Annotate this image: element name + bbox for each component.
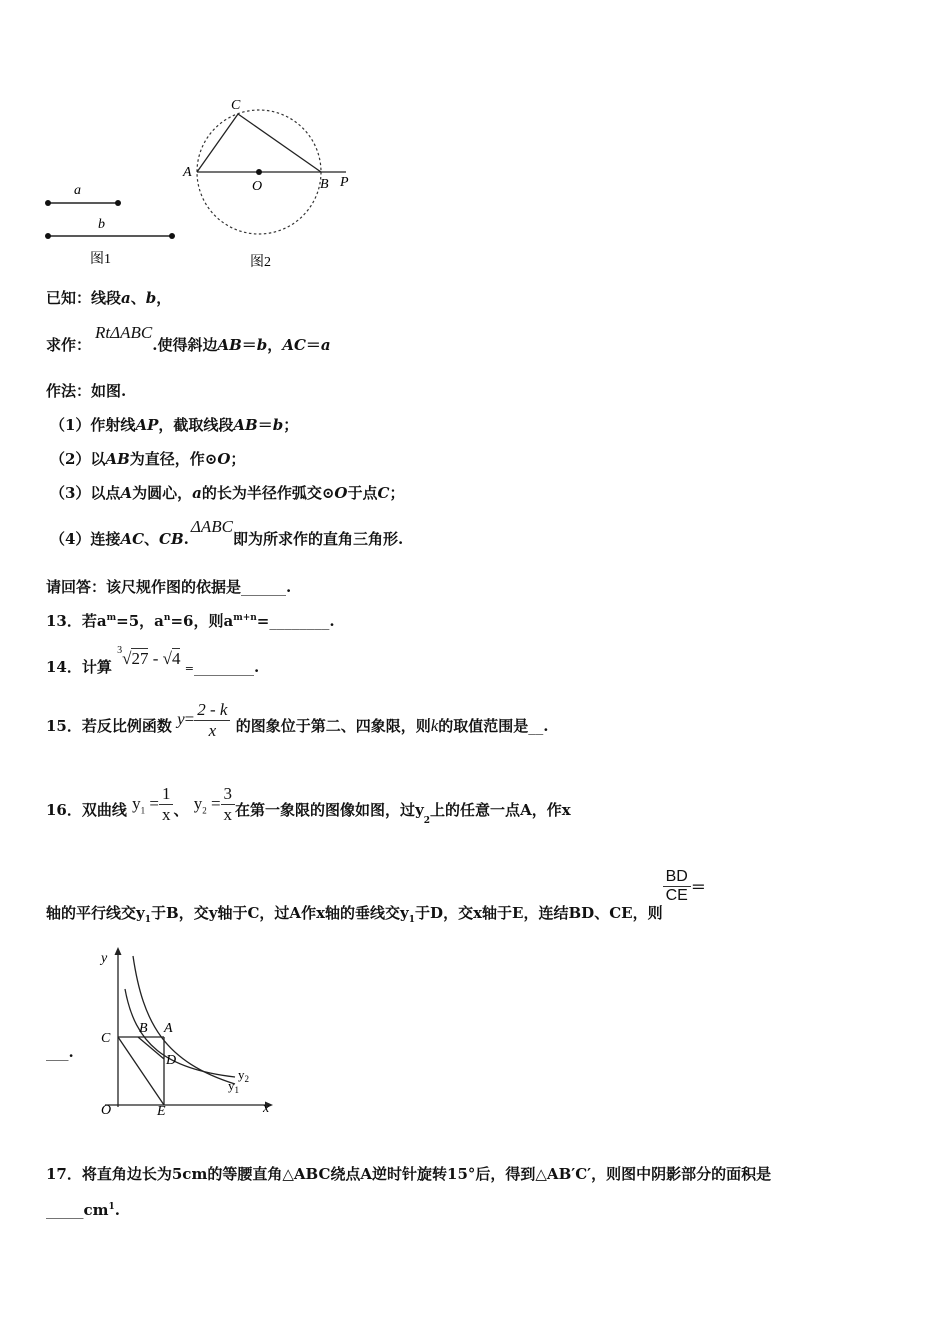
q16c-blank[interactable]: ___	[46, 1043, 69, 1061]
q13-end: .	[329, 612, 335, 630]
q15-text: 的图象位于第二、四象限，则	[235, 716, 431, 735]
step3-a: A	[120, 484, 133, 502]
label-O: O	[101, 1103, 112, 1118]
q16b-eq: ＝	[690, 877, 706, 896]
label-B: B	[320, 177, 329, 192]
q16b-t4: ，过	[259, 903, 290, 922]
step3-end: ；	[389, 484, 405, 502]
q13-t1: =5，	[116, 612, 155, 630]
q13-a2: a	[154, 612, 164, 630]
step4-cb: CB	[159, 530, 184, 548]
q16b-y1: y	[400, 903, 409, 922]
q16-y2: y	[193, 793, 203, 813]
step3-o: O	[334, 484, 348, 502]
construct-eq2: ＝	[305, 336, 321, 354]
q17-text: 17．将直角边长为5cm的等腰直角△ABC绕点A逆时针旋转15°后，得到△AB′C′，则图中阴影部分的面积是	[46, 1165, 772, 1183]
step3-mid: 为圆心，	[132, 484, 193, 502]
step4-sep: 、	[144, 530, 160, 548]
q16b-BD: BD	[568, 903, 595, 922]
step3-c: C	[377, 484, 390, 502]
q16b-t2: ，交	[178, 903, 209, 922]
construct-ac: AC	[282, 336, 306, 354]
q16b-B: B	[166, 903, 179, 922]
q15-num: 15．若反比例函数	[46, 716, 172, 735]
q16-den1: x	[161, 805, 171, 824]
point-b-right	[169, 233, 175, 239]
q17b-line	[46, 1201, 120, 1219]
q16b-E: E	[512, 903, 524, 922]
label-A: A	[183, 165, 192, 180]
q16-y1-sub: 1	[140, 804, 146, 815]
q16-num1: 1	[159, 784, 174, 805]
q16b-x: x	[316, 903, 326, 922]
known-b: b	[145, 289, 157, 307]
figure-1	[40, 175, 190, 270]
q16-fraction1	[159, 784, 174, 825]
q16b-line	[46, 868, 706, 925]
step4-text: （4）连接	[50, 530, 121, 548]
q14-end: .	[253, 658, 260, 676]
q16-num2: 3	[221, 784, 236, 805]
q15-eq: =	[184, 709, 195, 729]
q16-den2: x	[223, 805, 233, 824]
label-A: A	[164, 1021, 173, 1036]
step3-text: （3）以点	[50, 484, 121, 502]
label-a: a	[74, 183, 81, 198]
q16b-t10: ，连结	[523, 903, 569, 922]
q14-radicand2: 4	[171, 649, 181, 668]
step-3	[50, 482, 404, 503]
q14-radicand1: 27	[131, 649, 149, 668]
step4-dot: .	[183, 530, 189, 548]
q16b-t11: ，则	[632, 903, 663, 922]
segment-AC	[197, 114, 238, 172]
q16b-t7: 于	[415, 903, 431, 922]
q15-end: .	[543, 716, 549, 735]
q16b-x2: x	[473, 903, 483, 922]
q16b-y: y	[136, 903, 145, 922]
q13-a3: a	[223, 612, 234, 630]
label-C: C	[101, 1031, 111, 1046]
step4-end: 即为所求作的直角三角形.	[232, 530, 404, 548]
label-y: y	[101, 951, 108, 966]
construct-eq1: ＝	[241, 336, 257, 354]
step4-math: ΔABC	[190, 517, 233, 536]
figure-2-caption: 图2	[250, 255, 271, 270]
q16-text3: ，作	[531, 800, 562, 819]
question-text: 请回答：该尺规作图的依据是	[46, 578, 242, 596]
q16b-t6: 轴的垂线交	[325, 903, 401, 922]
q13-num: 13．若	[46, 612, 97, 630]
label-y1: $y_1$	[228, 1078, 239, 1095]
step4-ac: AC	[120, 530, 145, 548]
label-O: O	[252, 179, 263, 194]
step-1	[50, 414, 298, 435]
step2-end: ；	[230, 450, 246, 468]
q17-sup: 1	[108, 1202, 115, 1212]
construct-ab: AB	[217, 336, 242, 354]
q14-num: 14．计算	[46, 658, 112, 676]
q14-eq: =	[184, 662, 194, 675]
q15-text2: 的取值范围是	[438, 716, 529, 735]
step2-o: O	[217, 450, 231, 468]
q16c-line	[46, 1043, 74, 1061]
construct-line	[46, 322, 331, 354]
step2-mid: 为直径，作⊙	[129, 450, 218, 468]
q16-text2: 上的任意一点	[430, 800, 521, 819]
q13-blank[interactable]: ________	[269, 612, 330, 630]
q13-s1: m	[106, 613, 117, 623]
step3-a2: a	[192, 484, 202, 502]
q16-A: A	[520, 800, 532, 819]
step1-end: ；	[283, 416, 299, 434]
label-y2: $y_2$	[238, 1067, 249, 1084]
label-B: B	[139, 1021, 148, 1036]
step-2	[50, 448, 245, 469]
label-E: E	[157, 1104, 166, 1119]
question-blank[interactable]: ______	[241, 578, 287, 596]
q16-x: x	[561, 800, 571, 819]
q16b-y1-sub: 1	[408, 914, 416, 925]
step2-ab: AB	[105, 450, 130, 468]
q15-line	[46, 700, 549, 741]
construct-b: b	[256, 336, 268, 354]
label-b: b	[98, 217, 105, 232]
method-text: 作法：如图.	[46, 382, 127, 400]
q16b-t3: 轴于	[217, 903, 248, 922]
q13-s3: m+n	[233, 613, 257, 623]
q16-yy: y	[415, 800, 424, 819]
q15-denominator: x	[208, 721, 217, 740]
q16b-D: D	[430, 903, 444, 922]
q14-expression	[117, 645, 185, 668]
step1-eq: ＝	[257, 416, 273, 434]
radical-icon: √	[162, 649, 172, 668]
q15-fraction	[194, 700, 230, 741]
step-4	[50, 516, 404, 548]
step3-mid3: 于点	[347, 484, 378, 502]
q16b-A: A	[289, 903, 302, 922]
q14-root-index: 3	[117, 645, 123, 657]
q17-unit: cm	[83, 1201, 109, 1219]
q16b-t8: ，交	[443, 903, 474, 922]
q16-num: 16．双曲线	[46, 800, 127, 819]
construct-math: RtΔABC	[95, 323, 153, 342]
q16b-C: C	[247, 903, 260, 922]
q13-line	[46, 610, 335, 631]
step1-ap: AP	[135, 416, 159, 434]
construct-prefix: 求作：	[46, 336, 92, 354]
q16-eq1: =	[149, 793, 159, 813]
question-line	[46, 576, 291, 597]
q16c-end: .	[68, 1043, 74, 1061]
figure-1-caption: 图1	[90, 252, 111, 267]
q15-k: k	[430, 715, 439, 735]
q17-end: .	[114, 1201, 121, 1219]
point-a-right	[115, 200, 121, 206]
step2-text: （2）以	[50, 450, 106, 468]
q16-eq2: =	[210, 793, 221, 813]
construct-comma: ，	[267, 336, 283, 354]
method-line	[46, 380, 126, 401]
segment-CB	[238, 114, 321, 172]
step1-b: b	[272, 416, 284, 434]
step1-text: （1）作射线	[50, 416, 136, 434]
figure-2	[178, 96, 358, 274]
q16b-t9: 轴于	[482, 903, 513, 922]
q14-line	[46, 645, 260, 676]
q16b-yax: y	[208, 903, 218, 922]
q16-yy-sub: 2	[423, 815, 431, 826]
q13-t2: =6，则	[170, 612, 224, 630]
label-D: D	[166, 1053, 177, 1068]
step1-mid: ，截取线段	[158, 416, 234, 434]
q16-fraction2	[221, 784, 236, 825]
q16b-text: 轴的平行线交	[46, 903, 137, 922]
q13-s2: n	[163, 613, 171, 623]
q16b-t5: 作	[301, 903, 317, 922]
known-line	[46, 287, 171, 308]
q14-blank[interactable]: ________	[193, 658, 254, 676]
y-axis-arrow-icon	[115, 947, 122, 955]
point-a-left	[45, 200, 51, 206]
label-C: C	[231, 98, 241, 113]
q15-numerator: 2 - k	[194, 700, 230, 721]
q16b-sep: 、	[594, 903, 610, 922]
q15-blank[interactable]: __	[528, 716, 544, 735]
q13-t3: =	[256, 612, 270, 630]
q16-sep: 、	[173, 800, 189, 819]
question-end: .	[286, 578, 292, 596]
label-x: x	[263, 1101, 270, 1116]
q16b-t1: 于	[151, 903, 167, 922]
center-O	[256, 169, 262, 175]
step1-ab: AB	[233, 416, 258, 434]
q16-y1: y	[132, 793, 141, 813]
construct-a: a	[320, 336, 331, 354]
known-sep: 、	[130, 289, 146, 307]
q13-a1: a	[96, 612, 107, 630]
known-prefix: 已知：线段	[46, 289, 122, 307]
line-CE	[118, 1037, 164, 1105]
step3-mid2: 的长为半径作弧交⊙	[201, 484, 335, 502]
q16b-fraction	[663, 868, 691, 905]
point-b-left	[45, 233, 51, 239]
q16b-y-sub: 1	[144, 914, 151, 925]
q17-blank[interactable]: _____	[46, 1201, 84, 1219]
radical-icon: √	[122, 649, 132, 668]
known-a: a	[121, 289, 131, 307]
q16-y2-sub: 2	[202, 804, 207, 815]
q16-text: 在第一象限的图像如图，过	[235, 800, 416, 819]
known-end: ，	[156, 289, 172, 307]
q16b-fden: CE	[665, 887, 688, 904]
q17-line	[46, 1163, 771, 1184]
q14-minus: -	[148, 649, 163, 668]
line-BD	[138, 1037, 164, 1059]
q15-y: y	[177, 709, 185, 729]
construct-text: .使得斜边	[152, 336, 218, 354]
q16b-fnum: BD	[663, 868, 691, 887]
figure-3	[95, 944, 280, 1119]
q16b-CE: CE	[609, 903, 633, 922]
q16-line	[46, 784, 571, 825]
label-P: P	[340, 175, 349, 190]
